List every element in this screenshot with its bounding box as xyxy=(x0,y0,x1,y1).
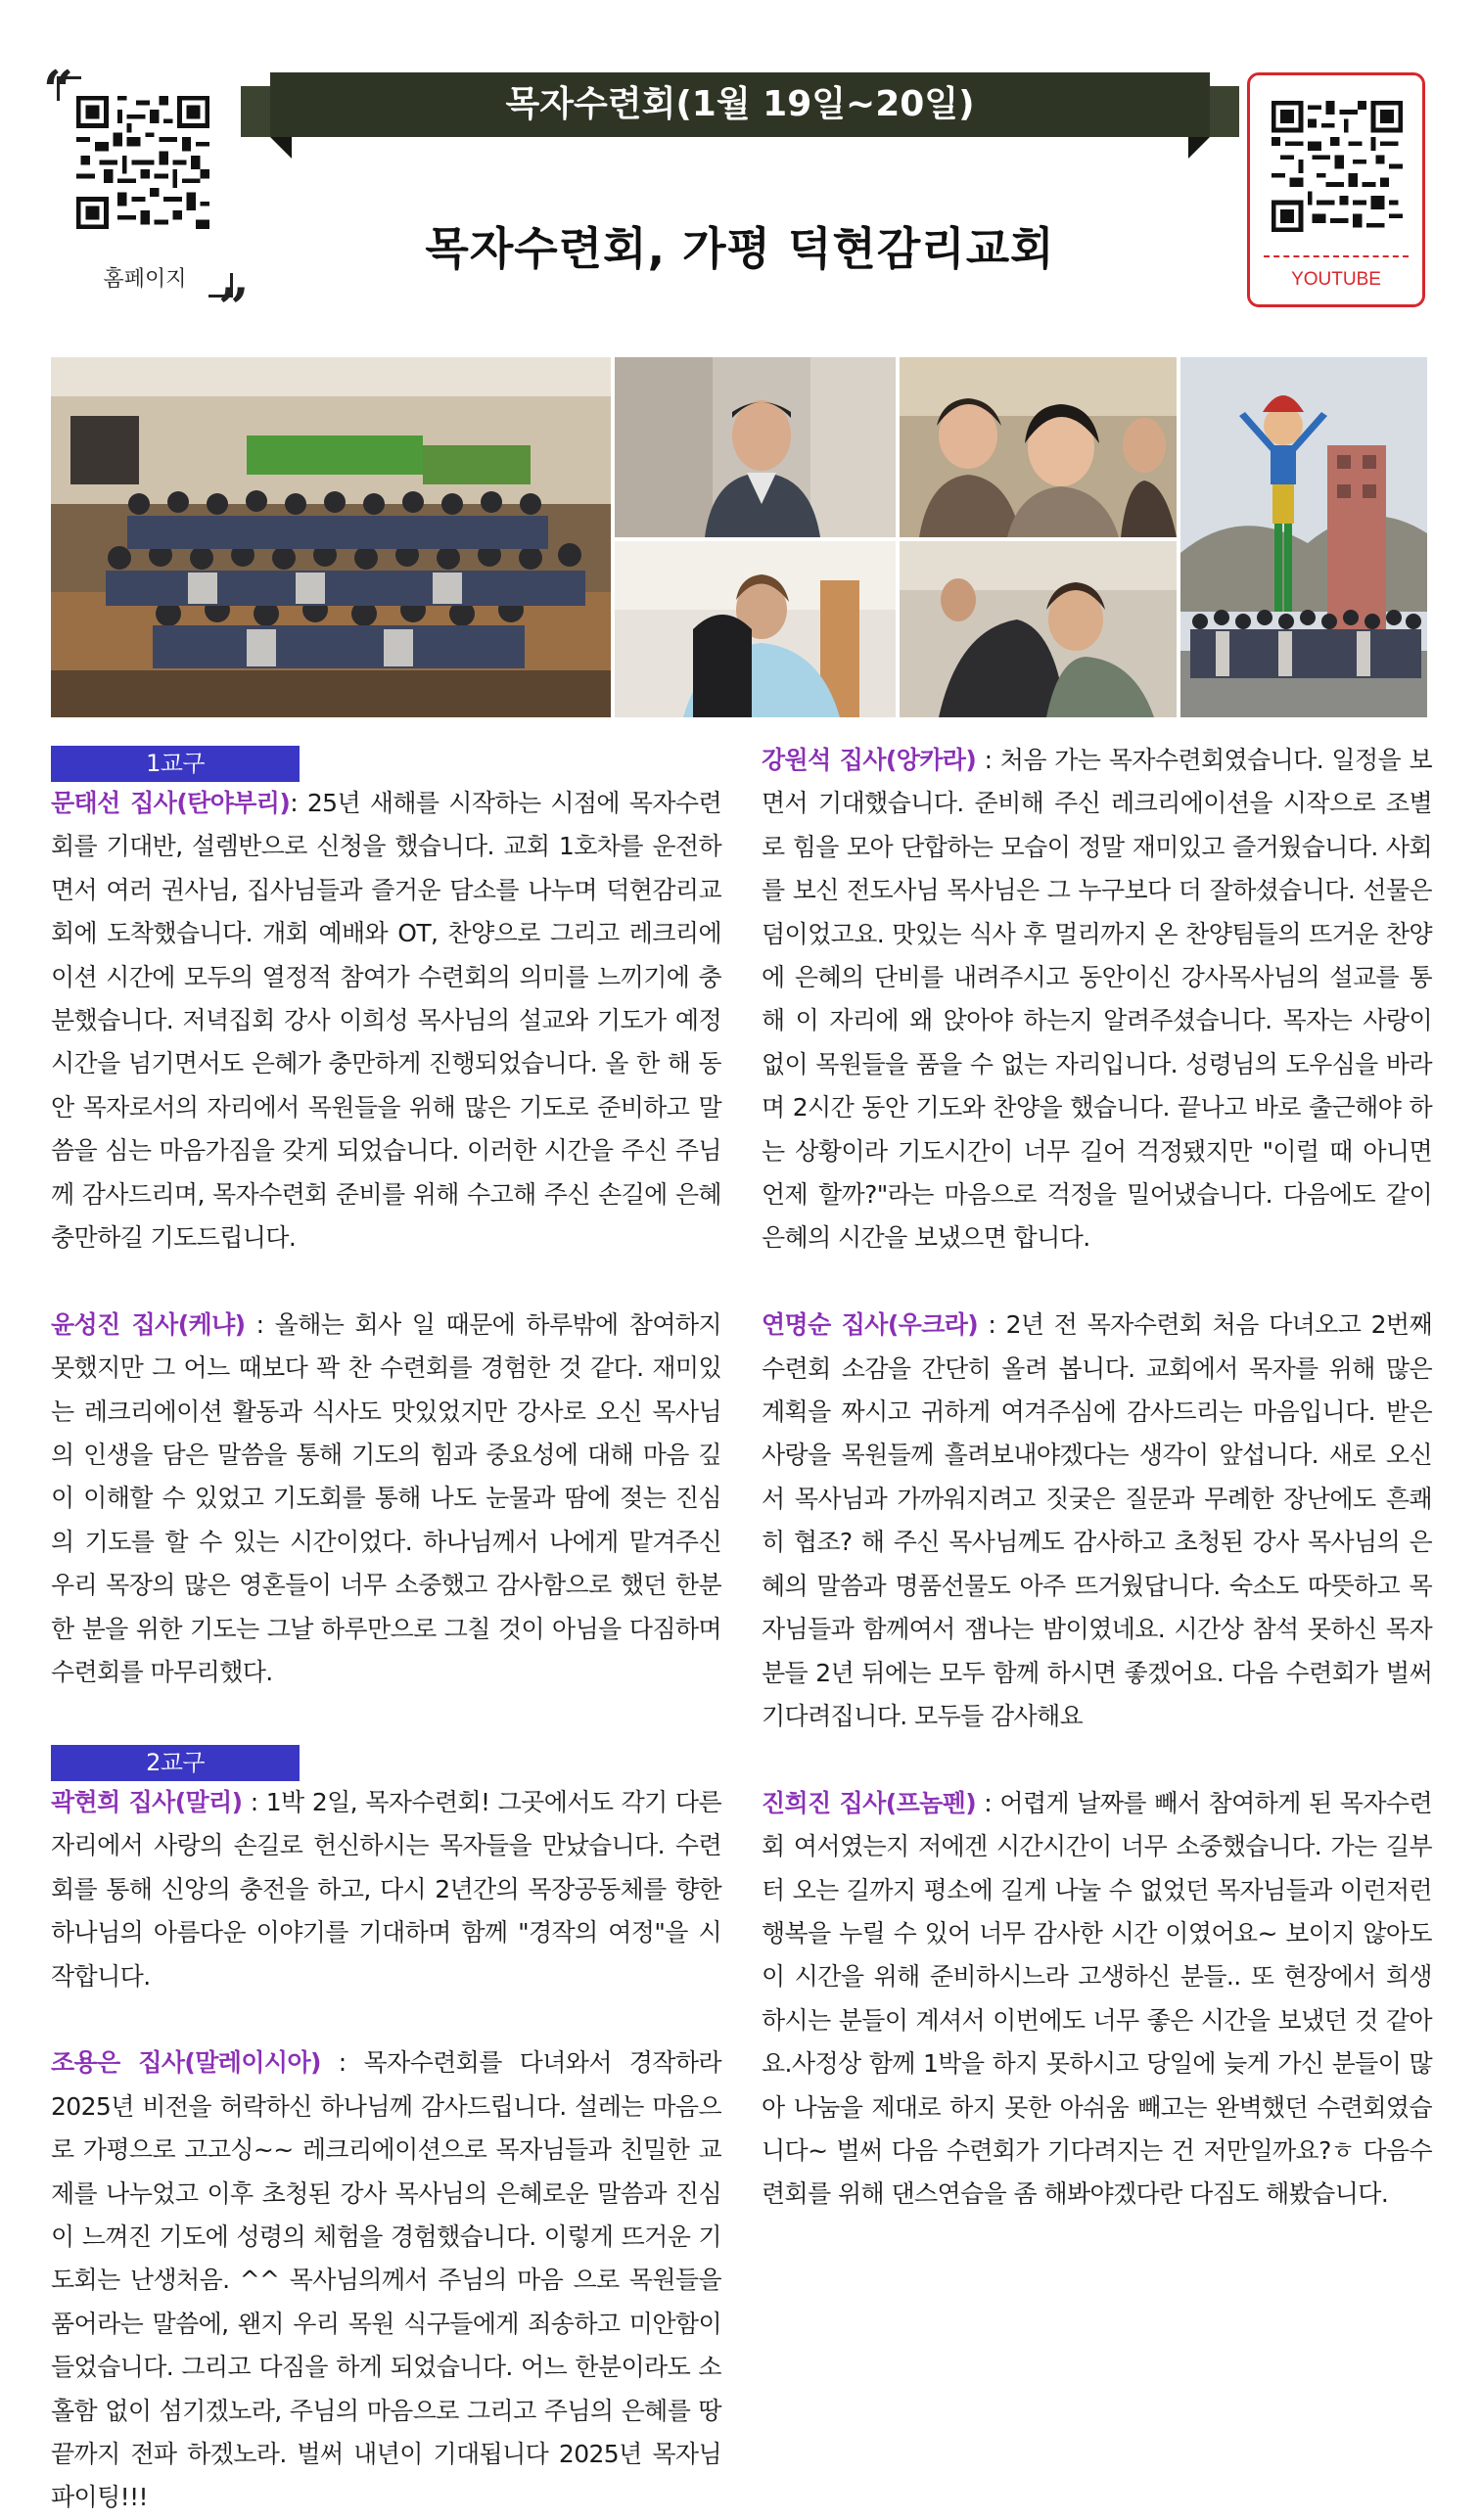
paragraph-gap xyxy=(51,1998,721,2041)
paragraph-gap xyxy=(762,1260,1432,1304)
paragraph-gap xyxy=(762,1738,1432,1781)
author-name: 문태선 집사(탄야부리) xyxy=(51,789,291,817)
testimony-text: 목자수련회를 다녀와서 경작하라 2025년 비전을 허락하신 하나님께 감사드립니다. 설레는 마음으로 가평으로 고고싱~~ 레크리에이션으로 목자님들과 친밀한 교제를 나누었고 이후 초청된 강사 목사님의 은혜로운 말씀과 진심이 느껴진 기도에 성령의 체험을 경험했습니다. 이렇게 뜨거운 기도회는 난생처음. ^^ 목사님의께서 주님의 마음 으로 목원들을 품어라는 말씀에, 왠지 우리 목원 식구들에게 죄송하고 미안함이 들었습니다. 그리고 다짐을 하게 되었습니다. 어느 한분이라도 소홀함 없이 섬기겠노라, 주님의 마음으로 그리고 주님의 은혜를 땅끝까지 전파 하겠노라. 벌써 내년이 기대됩니다 2025년 목자님 파이팅!!! xyxy=(51,2048,721,2512)
youtube-label: YOUTUBE xyxy=(1291,269,1381,290)
women-laughing xyxy=(900,357,1177,537)
author-name: 곽현희 집사(말리) xyxy=(51,1787,243,1816)
paragraph-gap xyxy=(51,1695,721,1738)
testimony-text: 처음 가는 목자수련회였습니다. 일정을 보면서 기대했습니다. 준비해 주신 레크리에이션을 시작으로 조별로 힘을 모아 단합하는 모습이 정말 재미있고 즐거웠습니다. 사회를 보신 전도사님 목사님은 그 누구보다 더 잘하셨습니다. 선물은 덤이었고요. 맛있는 식사 후 멀리까지 온 찬양팀들의 뜨거운 찬양에 은혜의 단비를 내려주시고 동안이신 강사목사님의 설교를 통해 이 자리에 왜 앉아야 하는지 알려주셨습니다. 목자는 사랑이 없이 목원들을 품을 수 없는 자리입니다. 성령님의 도우심을 바라며 2시간 동안 기도와 찬양을 했습니다. 끝나고 바로 출근해야 하는 상황이라 기도시간이 너무 길어 걱정됐지만 "이럴 때 아니면 언제 할까?"라는 마음으로 걱정을 밀어냈습니다. 다음에도 같이 은혜의 시간을 보냈으면 합니다. xyxy=(762,746,1432,1253)
banner-title: 목자수련회(1월 19일~20일) xyxy=(505,84,975,124)
testimony-text: 25년 새해를 시작하는 시점에 목자수련회를 기대반, 설렘반으로 신청을 했습니다. 교회 1호차를 운전하면서 여러 권사님, 집사님들과 즐거운 담소를 나누며 덕현감리교회에 도착했습니다. 개회 예배와 OT, 찬양으로 그리고 레크리에이션 시간에 모두의 열정적 참여가 수련회의 의미를 느끼기에 충분했습니다. 저녁집회 강사 이희성 목사님의 설교와 기도가 예정시간을 넘기면서도 은혜가 충만하게 진행되었습니다. 올 한 해 동안 목자로서의 자리에서 목원들을 위해 많은 기도로 준비하고 말씀을 심는 마음가짐을 갖게 되었습니다. 이러한 시간을 주신 주님께 감사드리며, 목자수련회 준비를 위해 수고해 주신 손길에 은혜 충만하길 기도드립니다. xyxy=(51,789,721,1253)
name-separator: : xyxy=(320,2048,364,2078)
hug-photo-1 xyxy=(900,541,1177,717)
author-name: 연명순 집사(우크라) xyxy=(762,1310,979,1340)
group-photo-church xyxy=(51,357,611,717)
section-header-district-2: 2교구 xyxy=(51,1745,300,1781)
close-quote-icon: ” xyxy=(217,276,249,339)
banner-fold xyxy=(270,137,292,159)
title-banner xyxy=(270,72,1210,137)
name-separator: : xyxy=(242,1787,266,1816)
dashed-divider xyxy=(1264,255,1409,257)
open-quote-icon: “ xyxy=(43,59,74,121)
testimony-entry xyxy=(51,1304,721,1695)
youtube-qr-block[interactable] xyxy=(1247,72,1425,307)
testimony-entry xyxy=(51,782,721,1260)
homepage-label: 홈페이지 xyxy=(103,267,187,292)
name-separator: : xyxy=(978,1310,1006,1340)
name-separator: : xyxy=(976,746,1000,774)
paragraph-gap xyxy=(51,1260,721,1303)
right-column xyxy=(762,739,1432,2217)
left-column xyxy=(51,739,721,2520)
section-header-district-1: 1교구 xyxy=(51,746,300,782)
name-separator: : xyxy=(245,1309,275,1339)
author-name: 조용은 집사(말레이시아) xyxy=(51,2048,321,2078)
author-name: 윤성진 집사(케냐) xyxy=(51,1309,246,1339)
testimony-text: 1박 2일, 목자수련회! 그곳에서도 각기 다른 자리에서 사랑의 손길로 헌신하시는 목자들을 만났습니다. 수련회를 통해 신앙의 충전을 하고, 다시 2년간의 목장공동체를 향한 하나님의 아름다운 이야기를 기대하며 함께 "경작의 여정"을 시작합니다. xyxy=(51,1787,722,1991)
testimony-text: 올해는 회사 일 때문에 하루밖에 참여하지 못했지만 그 어느 때보다 꽉 찬 수련회를 경험한 것 같다. 재미있는 레크리에이션 활동과 식사도 맛있었지만 강사로 오신 목사님의 인생을 담은 말씀을 통해 기도의 힘과 중요성에 대해 마음 깊이 이해할 수 있었고 기도회를 통해 나도 눈물과 땀에 젖는 진심의 기도를 할 수 있는 시간이었다. 하나님께서 나에게 맡겨주신 우리 목장의 많은 영혼들이 너무 소중했고 감사함으로 했던 한분 한 분을 위한 기도는 그날 하루만으로 그칠 것이 아님을 다짐하며 수련회를 마무리했다. xyxy=(51,1309,721,1687)
author-name: 진희진 집사(프놈펜) xyxy=(762,1788,977,1817)
author-name: 강원석 집사(앙카라) xyxy=(762,746,977,774)
hug-photo-2 xyxy=(615,541,896,717)
testimony-entry xyxy=(51,1781,721,1998)
page-headline: 목자수련회, 가평 덕현감리교회 xyxy=(425,222,1055,275)
pastor-smiling xyxy=(615,357,896,537)
homepage-qr-block[interactable] xyxy=(43,59,249,339)
homepage-qr-code[interactable] xyxy=(76,96,209,229)
outdoor-group-statue xyxy=(1180,357,1427,717)
testimony-text: 어렵게 날짜를 빼서 참여하게 된 목자수련회 여서였는지 저에겐 시간시간이 너무 소중했습니다. 가는 길부터 오는 길까지 평소에 길게 나눌 수 없었던 목자님들과 이런저런 행복을 누릴 수 있어 너무 감사한 시간 이였어요~ 보이지 않아도 이 시간을 위해 준비하시느라 고생하신 분들.. 또 현장에서 희생하시는 분들이 계셔서 이번에도 너무 좋은 시간을 보냈던 것 같아요.사정상 함께 1박을 하지 못하시고 당일에 늦게 가신 분들이 많아 나눔을 제대로 하지 못한 아쉬움 빼고는 완벽했던 수련회였습니다~ 벌써 다음 수련회가 기다려지는 건 저만일까요?ㅎ 다음수련회를 위해 댄스연습을 좀 해봐야겠다란 다짐도 해봤습니다. xyxy=(762,1788,1432,2209)
testimony-entry xyxy=(762,1782,1432,2217)
testimony-entry xyxy=(51,2041,721,2519)
name-separator: : xyxy=(290,789,307,817)
banner-ribbon-end xyxy=(1210,86,1239,137)
banner-ribbon-end xyxy=(241,86,270,137)
name-separator: : xyxy=(976,1788,1000,1817)
youtube-qr-code[interactable] xyxy=(1272,101,1403,232)
testimony-entry xyxy=(762,739,1432,1260)
banner-fold xyxy=(1188,137,1210,159)
testimony-entry xyxy=(762,1304,1432,1738)
testimony-text: 2년 전 목자수련회 처음 다녀오고 2번째 수련회 소감을 간단히 올려 봅니다. 교회에서 목자를 위해 많은 계획을 짜시고 귀하게 여겨주심에 감사드리는 마음입니다. 받은 사랑을 목원들께 흘려보내야겠다는 생각이 앞섭니다. 새로 오신 서 목사님과 가까워지려고 짓궂은 질문과 무례한 장난에도 흔쾌히 협조? 해 주신 목사님께도 감사하고 초청된 강사 목사님의 은혜의 말씀과 명품선물도 아주 뜨거웠답니다. 숙소도 따뜻하고 목자님들과 함께여서 잼나는 밤이였네요. 시간상 참석 못하신 목자분들 2년 뒤에는 모두 함께 하시면 좋겠어요. 다음 수련회가 벌써 기다려집니다. 모두들 감사해요 xyxy=(762,1310,1432,1730)
